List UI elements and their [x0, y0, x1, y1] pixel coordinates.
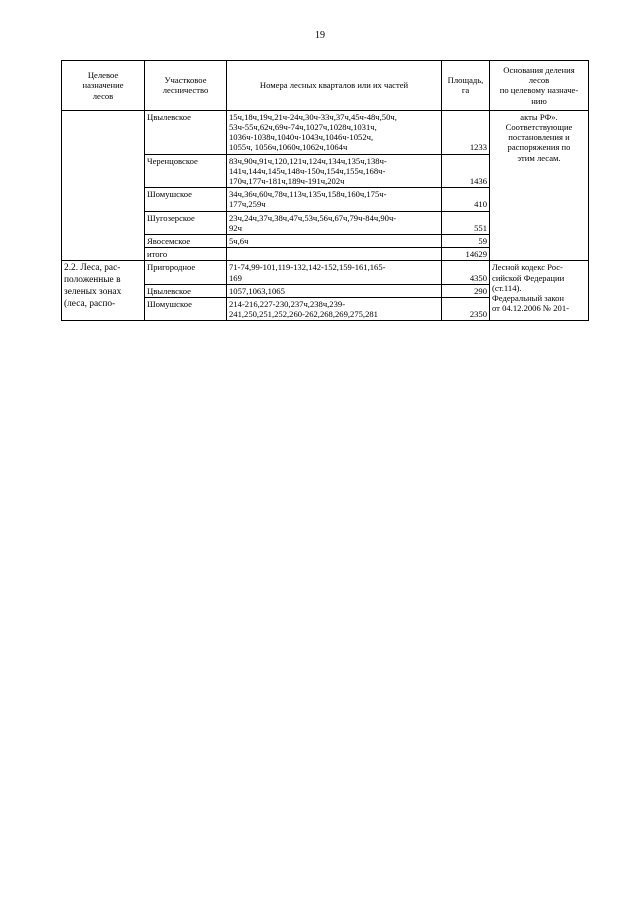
- area-cell: 290: [442, 284, 490, 297]
- header-forestry: Участковое лесничество: [145, 61, 227, 111]
- forestry-cell: Черенцовское: [145, 154, 227, 188]
- forestry-cell: Шомушское: [145, 298, 227, 321]
- forestry-cell: Шомушское: [145, 188, 227, 211]
- header-purpose: Целевое назначение лесов: [62, 61, 145, 111]
- quarters-cell: 1057,1063,1065: [227, 284, 442, 297]
- header-quarters: Номера лесных кварталов или их частей: [227, 61, 442, 111]
- area-cell: 1233: [442, 110, 490, 154]
- quarters-cell: 34ч,36ч,60ч,78ч,113ч,135ч,158ч,160ч,175ч- 177ч,259ч: [227, 188, 442, 211]
- quarters-cell: 5ч,6ч: [227, 235, 442, 248]
- page-number: 19: [315, 30, 325, 41]
- header-area: Площадь, га: [442, 61, 490, 111]
- area-cell: 4350: [442, 261, 490, 284]
- area-cell: 410: [442, 188, 490, 211]
- forestry-cell: Цвылевское: [145, 110, 227, 154]
- forestry-cell: Цвылевское: [145, 284, 227, 297]
- purpose-cell: 2.2. Леса, рас- положенные в зеленых зонах (леса, распо-: [62, 261, 145, 321]
- forestry-cell: Шугозерское: [145, 211, 227, 234]
- total-area: 14629: [442, 248, 490, 261]
- quarters-cell: 15ч,18ч,19ч,21ч-24ч,30ч-33ч,37ч,45ч-48ч,50ч, 53ч-55ч,62ч,69ч-74ч,1027ч,1028ч,1031ч, 1036ч-1038ч,1040ч-1043ч,1046ч-1052ч, 1055ч, 1056ч,1060ч,1062ч,1064ч: [227, 110, 442, 154]
- area-cell: 551: [442, 211, 490, 234]
- area-cell: 1436: [442, 154, 490, 188]
- purpose-cell-empty: [62, 110, 145, 261]
- forest-purpose-table: [61, 60, 589, 321]
- quarters-cell: 83ч,90ч,91ч,120,121ч,124ч,134ч,135ч,138ч- 141ч,144ч,145ч,148ч-150ч,154ч,155ч,168ч- 170ч,177ч-181ч,189ч-191ч,202ч: [227, 154, 442, 188]
- quarters-cell: 71-74,99-101,119-132,142-152,159-161,165- 169: [227, 261, 442, 284]
- total-label: итого: [145, 248, 227, 261]
- basis-cell: Лесной кодекс Рос- сийской Федерации (ст.114). Федеральный закон от 04.12.2006 № 201-: [490, 261, 589, 321]
- area-cell: 2350: [442, 298, 490, 321]
- basis-cell: акты РФ». Соответствующие постановления и распоряжения по этим лесам.: [490, 110, 589, 261]
- quarters-cell: 23ч,24ч,37ч,38ч,47ч,53ч,56ч,67ч,79ч-84ч,90ч- 92ч: [227, 211, 442, 234]
- quarters-cell-empty: [227, 248, 442, 261]
- quarters-cell: 214-216,227-230,237ч,238ч,239- 241,250,251,252,260-262,268,269,275,281: [227, 298, 442, 321]
- table-row: [62, 261, 589, 284]
- forestry-cell: Явосемское: [145, 235, 227, 248]
- table-header-row: [62, 61, 589, 111]
- header-basis: Основания деления лесов по целевому назначе- нию: [490, 61, 589, 111]
- forestry-cell: Пригородное: [145, 261, 227, 284]
- area-cell: 59: [442, 235, 490, 248]
- table-row: [62, 110, 589, 154]
